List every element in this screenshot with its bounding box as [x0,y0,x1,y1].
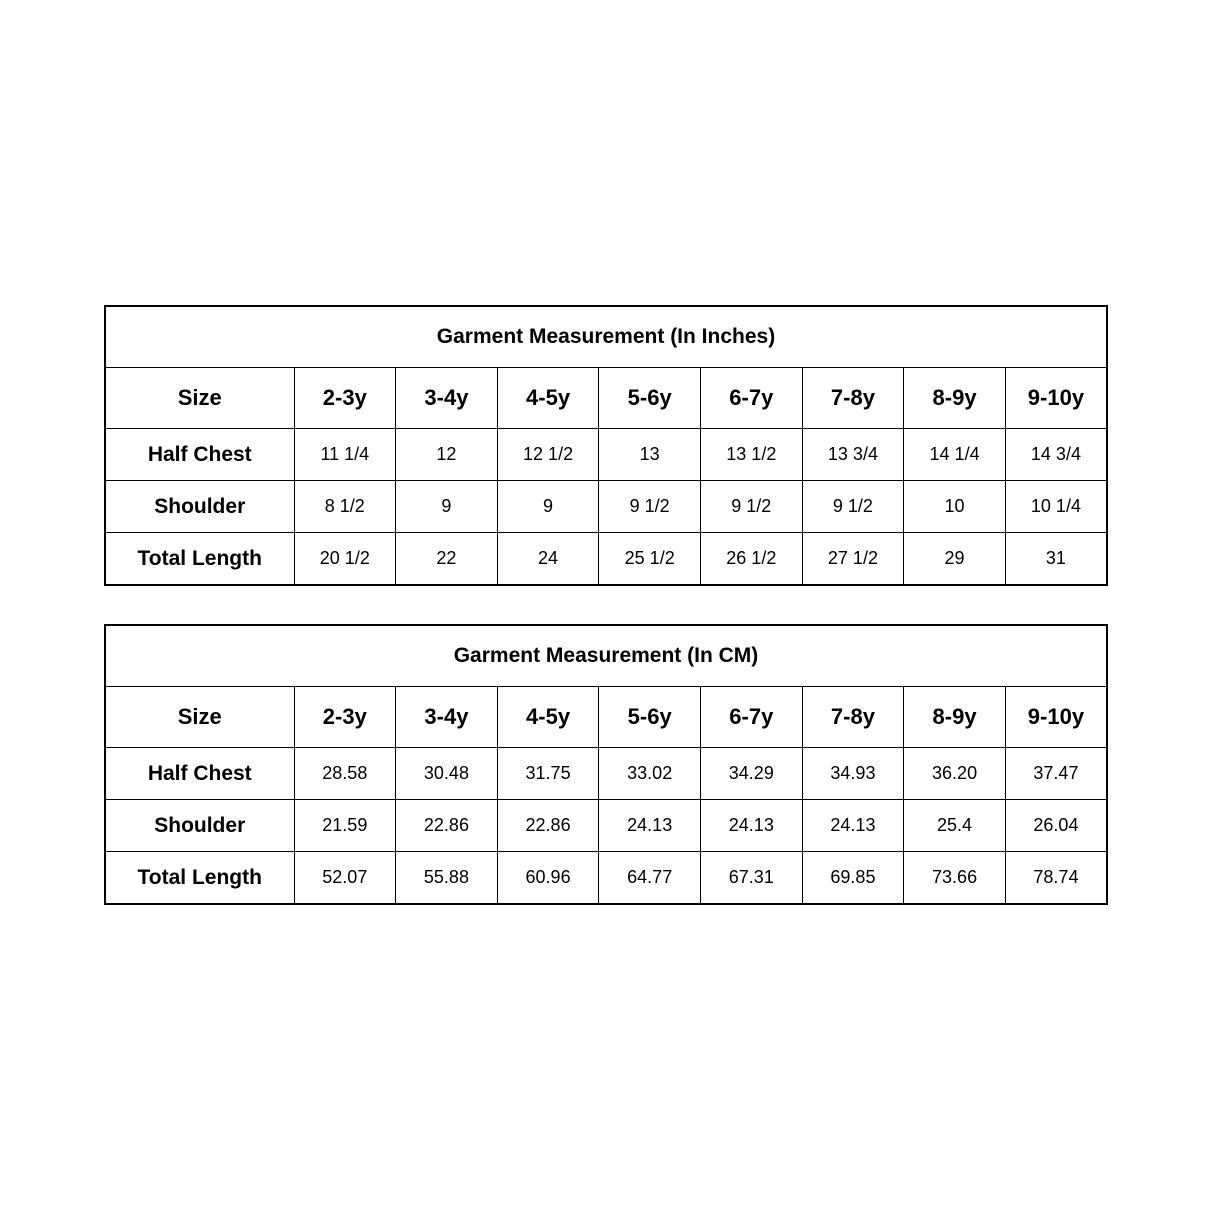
table-cell: 24.13 [802,800,904,852]
table-cell: 26 1/2 [701,533,803,586]
table-cell: 33.02 [599,748,701,800]
size-header: 2-3y [294,368,396,429]
row-label: Total Length [105,852,294,905]
size-header: 2-3y [294,687,396,748]
table-cell: 25.4 [904,800,1006,852]
size-header: 4-5y [497,687,599,748]
size-header: 5-6y [599,368,701,429]
table-cell: 24.13 [599,800,701,852]
table-cell: 13 3/4 [802,429,904,481]
table-cell: 60.96 [497,852,599,905]
size-header: 3-4y [396,368,498,429]
row-label: Half Chest [105,748,294,800]
inches-measurement-table [104,305,1108,586]
size-header: 8-9y [904,687,1006,748]
table-cell: 31 [1005,533,1107,586]
table-cell: 9 1/2 [802,481,904,533]
table-cell: 9 1/2 [701,481,803,533]
table-cell: 24 [497,533,599,586]
size-header-label: Size [105,687,294,748]
table-cell: 67.31 [701,852,803,905]
table-cell: 28.58 [294,748,396,800]
table-cell: 12 1/2 [497,429,599,481]
table-cell: 27 1/2 [802,533,904,586]
size-header: 9-10y [1005,368,1107,429]
table-cell: 55.88 [396,852,498,905]
table-cell: 10 1/4 [1005,481,1107,533]
table-cell: 69.85 [802,852,904,905]
size-header: 5-6y [599,687,701,748]
table-row [105,800,1107,852]
table-row [105,481,1107,533]
row-label: Total Length [105,533,294,586]
table-cell: 29 [904,533,1006,586]
table-cell: 25 1/2 [599,533,701,586]
table-cell: 34.93 [802,748,904,800]
table-cell: 24.13 [701,800,803,852]
table-cell: 8 1/2 [294,481,396,533]
size-header: 6-7y [701,687,803,748]
table-row [105,429,1107,481]
size-header: 9-10y [1005,687,1107,748]
table-cell: 22.86 [497,800,599,852]
table-cell: 36.20 [904,748,1006,800]
table-cell: 20 1/2 [294,533,396,586]
row-label: Shoulder [105,800,294,852]
size-header: 7-8y [802,368,904,429]
size-header-row [105,368,1107,429]
table-cell: 14 1/4 [904,429,1006,481]
table-cell: 31.75 [497,748,599,800]
table-cell: 26.04 [1005,800,1107,852]
table-title: Garment Measurement (In CM) [105,625,1107,687]
table-cell: 52.07 [294,852,396,905]
table-cell: 10 [904,481,1006,533]
size-header: 8-9y [904,368,1006,429]
table-cell: 9 [396,481,498,533]
table-cell: 73.66 [904,852,1006,905]
table-cell: 64.77 [599,852,701,905]
table-cell: 13 [599,429,701,481]
table-cell: 30.48 [396,748,498,800]
row-label: Shoulder [105,481,294,533]
size-header: 7-8y [802,687,904,748]
table-row [105,748,1107,800]
table-cell: 37.47 [1005,748,1107,800]
table-cell: 12 [396,429,498,481]
size-header: 3-4y [396,687,498,748]
table-row [105,533,1107,586]
table-cell: 21.59 [294,800,396,852]
table-title: Garment Measurement (In Inches) [105,306,1107,368]
table-cell: 11 1/4 [294,429,396,481]
row-label: Half Chest [105,429,294,481]
size-header-label: Size [105,368,294,429]
table-cell: 9 [497,481,599,533]
cm-measurement-table [104,624,1108,905]
table-cell: 78.74 [1005,852,1107,905]
size-header: 4-5y [497,368,599,429]
table-cell: 34.29 [701,748,803,800]
table-cell: 13 1/2 [701,429,803,481]
table-cell: 9 1/2 [599,481,701,533]
size-header-row [105,687,1107,748]
table-row [105,852,1107,905]
table-cell: 22.86 [396,800,498,852]
table-cell: 14 3/4 [1005,429,1107,481]
size-header: 6-7y [701,368,803,429]
table-cell: 22 [396,533,498,586]
